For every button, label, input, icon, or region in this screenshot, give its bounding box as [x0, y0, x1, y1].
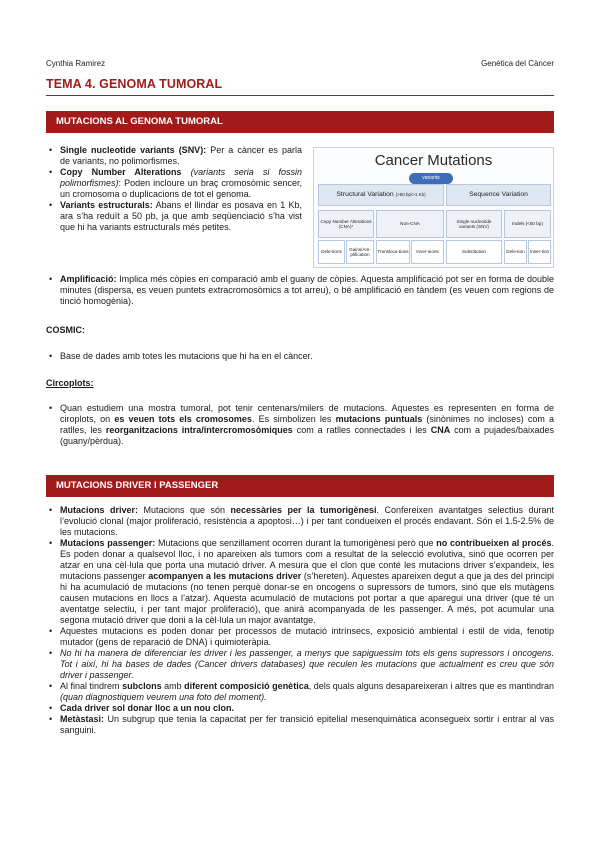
- section-bar-driver-passenger: MUTACIONS DRIVER I PASSENGER: [46, 475, 554, 497]
- figure-snv-box: Single nucleotide variants (SNV): [446, 210, 502, 238]
- circoplots-bullets: [46, 403, 554, 447]
- figure-insertion-box: Inser-tion: [528, 240, 551, 264]
- figure-sequence-box: Sequence Variation: [446, 184, 551, 206]
- list-item: • Mutacions passenger: Mutacions que senzillament ocorren durant la tumorigènesi però que no contribueixen al procés. Es poden donar a qualsevol lloc, i no apareixen als tumors com a resultat de la selecció evolutiva, sinó que ocorren per atzar en una cèl·lula que porta una mutació driver. A mesura que el clon que conté les mutacions driver s’expandeix, les mutacions passenger acompanyen a les mutacions driver (s’hereten). Aquestes apareixen degut a que ja des del principi hi ha acumulació de mutacions (no tenen perquè donar-se en oncogens o supressors de tumors, sinó que els mutàgens causen mutacions en llocs a l’atzar). Aquesta acumulació de mutacions pot portar a que aparegui una driver (que té un aventatge selectiu, i per tant major proliferació), que anirà acompanyada de les passenger. A més, pot acumular una segona mutació driver que doni a la cèl·lula un major avantatge.: [46, 538, 554, 626]
- list-item: • Aquestes mutacions es poden donar per processos de mutació intrínsecs, exposició ambiental i estil de vida, fenotip mutador (gens de reparació de DNA) i quimioteràpia.: [46, 626, 554, 648]
- figure-translocations-box: Transloca-tions: [376, 240, 410, 264]
- list-item: • Al final tindrem subclons amb diferent composició genètica, dels quals alguns desapareixeran i altres que es mantindran (quan diagnostiquem veurem una foto del moment).: [46, 681, 554, 703]
- cancer-mutations-figure: [313, 147, 554, 268]
- list-item: • Base de dades amb totes les mutacions que hi ha en el càncer.: [46, 351, 554, 362]
- figure-variants-pill: variants: [409, 173, 453, 184]
- list-item: • Quan estudiem una mostra tumoral, pot tenir centenars/milers de mutacions. Aquestes es representen en forma de ciroplots, on es veuen tots els cromosomes. Es simbolizen les mutacions puntuals (sinònimes no incloses) com a ratlles, les reorganitzacions intra/intercromosòmiques com a ratlles connectades i les CNA com a pujades/baixades (guany/pèrdua).: [46, 403, 554, 447]
- cosmic-bullets: [46, 351, 554, 362]
- figure-structural-box: Structural Variation (>50 bp/>1 Kb): [318, 184, 444, 206]
- figure-cna-box: Copy Number Alterations (CNA)*: [318, 210, 374, 238]
- header-author: Cynthia Ramirez: [46, 59, 106, 68]
- section2-bullets: [46, 505, 554, 736]
- topic-title: TEMA 4. GENOMA TUMORAL: [46, 77, 223, 91]
- list-item: • Copy Number Alterations (variants seria si fossin polimorfismes): Poden incloure un braç cromosòmic sencer, un cromosoma o duplicacions de tot el genoma.: [46, 167, 302, 200]
- figure-deletions-box: Dele-tions: [318, 240, 345, 264]
- list-item: • Single nucleotide variants (SNV): Per a càncer es parla de variants, no polimorfismes.: [46, 145, 302, 167]
- list-item: • No hi ha manera de diferenciar les driver i les passenger, a menys que sapiguessim tots els gens supressors i oncogens. Tot i així, hi ha bases de dades (Cancer drivers databases) que reculen les mutacions que actualment es creu que són driver i passenger.: [46, 648, 554, 681]
- list-item: • Amplificació: Implica més còpies en comparació amb el guany de còpies. Aquesta amplificació pot ser en forma de double minutes (dispersa, es veuen puntets extracromosòmics a tot arreu), o bé amplificació en tàndem (es veuen com regions de tinció homogènia).: [46, 274, 554, 307]
- section1-bullets: [46, 145, 302, 233]
- topic-underline: [46, 95, 554, 96]
- figure-indels-box: Indels (<50 bp): [504, 210, 551, 238]
- list-item: • Metàstasi: Un subgrup que tenia la capacitat per fer transició epitelial mesenquimàtica aconsegueix sortir i entrar al vas sanguini.: [46, 714, 554, 736]
- figure-title: Cancer Mutations: [374, 152, 493, 169]
- amplificacio-bullet: [46, 274, 554, 307]
- section-bar-genoma: MUTACIONS AL GENOMA TUMORAL: [46, 111, 554, 133]
- cosmic-heading: COSMIC:: [46, 325, 85, 335]
- header-course: Genètica del Càncer: [481, 59, 554, 68]
- list-item: • Mutacions driver: Mutacions que són necessàries per la tumorigènesi. Confereixen avantatges selectius durant l’evolució clonal (major proliferació, resistència a apoptosi…) i per tant condueixen el procés endavant. Són el 1.5-2.5% de les mutacions.: [46, 505, 554, 538]
- list-item: • Cada driver sol donar lloc a un nou clon.: [46, 703, 554, 714]
- figure-noncna-box: Non-CNA: [376, 210, 444, 238]
- figure-deletion-box: Dele-tion: [504, 240, 527, 264]
- circoplots-heading: Circoplots:: [46, 378, 94, 388]
- figure-gains-box: Gains/Am-plification: [346, 240, 374, 264]
- figure-substitution-box: Substitution: [446, 240, 502, 264]
- figure-inversions-box: Inver-sions: [411, 240, 444, 264]
- list-item: • Variants estructurals: Abans el llindar es posava en 1 Kb, ara s’ha reduït a 50 pb, ja que amb seqüenciació s’ha vist que hi ha variants estructurals més petites.: [46, 200, 302, 233]
